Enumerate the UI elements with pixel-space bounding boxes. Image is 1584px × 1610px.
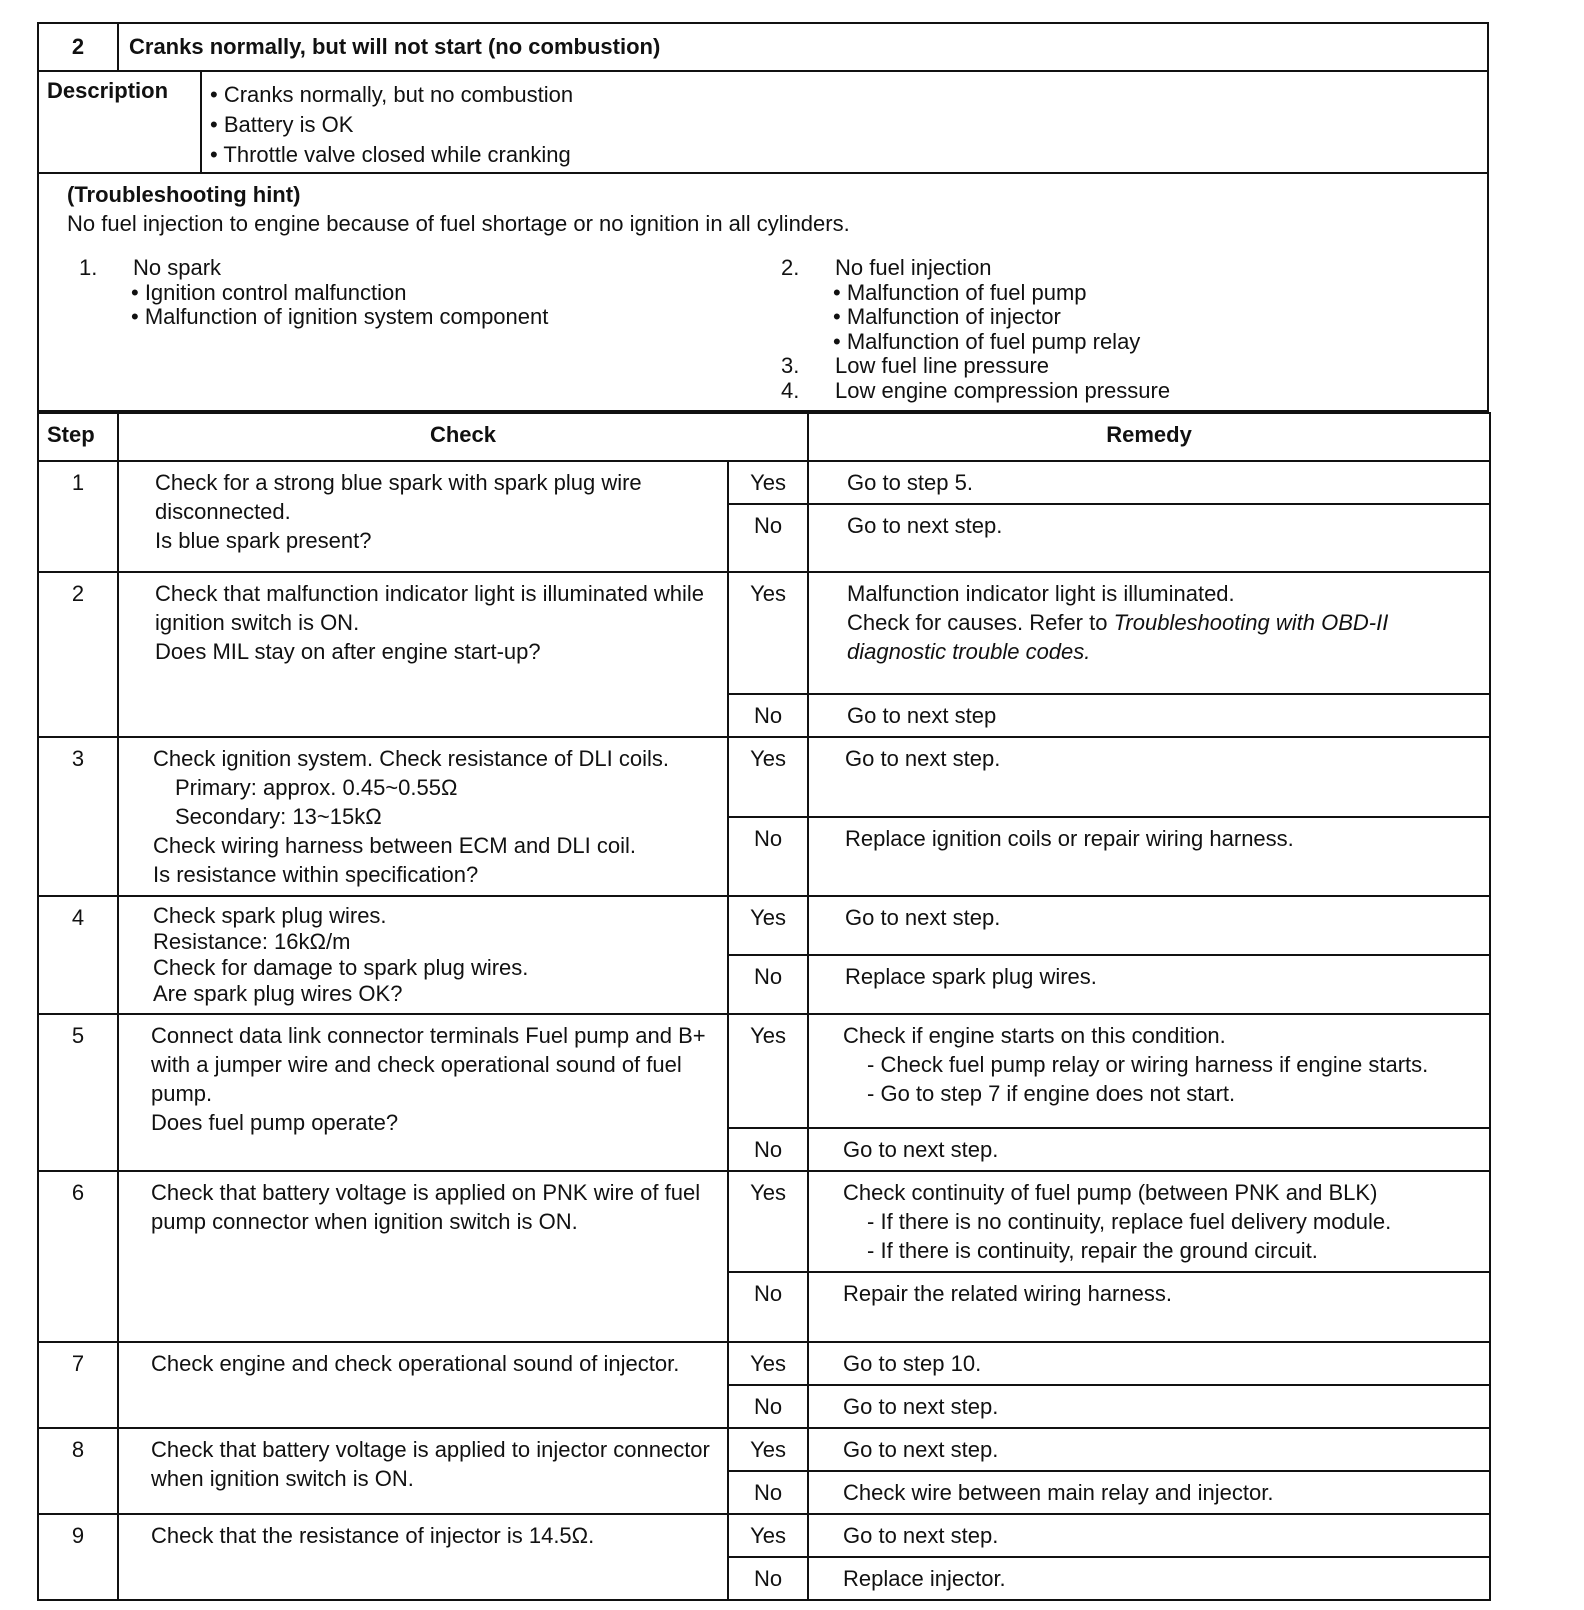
check-line: Check for a strong blue spark with spark plug wire disconnected.: [155, 470, 642, 524]
step-number: 9: [38, 1514, 118, 1600]
steps-table: [37, 412, 1491, 1601]
no-remedy: [808, 955, 1490, 1014]
step-check: [118, 1514, 728, 1600]
check-header: Check: [118, 413, 808, 461]
table-row: [38, 896, 1490, 955]
remedy-line: Check if engine starts on this condition.: [843, 1023, 1226, 1048]
hint-cause-no-spark: [79, 256, 548, 330]
remedy-line: Go to next step.: [843, 1394, 999, 1419]
step-number: 1: [38, 461, 118, 572]
table-row: [38, 1514, 1490, 1557]
remedy-line: Go to next step.: [845, 746, 1001, 771]
step-check: [118, 461, 728, 572]
hint-cause-number: 2.: [781, 255, 800, 280]
description-item: • Battery is OK: [210, 112, 354, 137]
no-label: No: [728, 1385, 808, 1428]
remedy-line: Replace ignition coils or repair wiring harness.: [845, 825, 1294, 851]
remedy-line: Go to next step.: [843, 1137, 999, 1162]
hint-cause-number: 1.: [79, 255, 98, 280]
no-label: No: [728, 1128, 808, 1171]
no-remedy: [808, 1272, 1490, 1342]
yes-label: Yes: [728, 1428, 808, 1471]
hint-text: No fuel injection to engine because of fuel shortage or no ignition in all cylinders.: [67, 211, 850, 236]
remedy-line: - Go to step 7 if engine does not start.: [867, 1081, 1236, 1106]
table-row: [38, 1014, 1490, 1128]
section-title: Cranks normally, but will not start (no combustion): [129, 34, 661, 59]
yes-remedy: [808, 1514, 1490, 1557]
step-number: 5: [38, 1014, 118, 1171]
yes-remedy: [808, 461, 1490, 504]
remedy-line: Go to step 10.: [843, 1351, 982, 1376]
step-check: [118, 1428, 728, 1514]
remedy-line: - If there is no continuity, replace fuel delivery module.: [867, 1209, 1392, 1234]
yes-remedy: [808, 737, 1490, 817]
hint-cause-number: 4.: [781, 377, 800, 403]
step-check: [118, 1342, 728, 1428]
check-line: Check ignition system. Check resistance of DLI coils.: [153, 746, 669, 771]
description-item: • Throttle valve closed while cranking: [210, 142, 571, 167]
hint-bullet: • Malfunction of ignition system component: [131, 304, 549, 329]
hint-cause-no-fuel: [781, 256, 1170, 403]
hint-bullet: • Ignition control malfunction: [131, 279, 407, 305]
troubleshooting-page: [37, 22, 1489, 1601]
step-number: 6: [38, 1171, 118, 1342]
description-list: [202, 72, 573, 172]
no-label: No: [728, 955, 808, 1014]
no-remedy: [808, 694, 1490, 737]
remedy-reference: Troubleshooting with OBD-II diagnostic trouble codes.: [847, 610, 1389, 664]
remedy-line: Malfunction indicator light is illuminated.: [847, 581, 1235, 606]
step-header: Step: [38, 413, 118, 461]
no-remedy: [808, 1471, 1490, 1514]
step-number: 7: [38, 1342, 118, 1428]
no-remedy: [808, 817, 1490, 897]
remedy-header: Remedy: [808, 413, 1490, 461]
no-label: No: [728, 694, 808, 737]
remedy-line: Go to next step.: [847, 513, 1003, 538]
yes-remedy: [808, 1014, 1490, 1128]
yes-label: Yes: [728, 896, 808, 955]
description-item: • Cranks normally, but no combustion: [210, 82, 574, 107]
check-line: Is resistance within specification?: [153, 862, 479, 887]
yes-label: Yes: [728, 461, 808, 504]
step-check: [118, 1171, 728, 1342]
yes-label: Yes: [728, 1171, 808, 1272]
no-label: No: [728, 1557, 808, 1600]
table-header-row: [38, 413, 1490, 461]
check-line: Does MIL stay on after engine start-up?: [155, 639, 541, 664]
section-title-row: [37, 22, 1489, 72]
yes-remedy: [808, 1171, 1490, 1272]
step-number: 8: [38, 1428, 118, 1514]
remedy-line: - Check fuel pump relay or wiring harness if engine starts.: [867, 1052, 1429, 1077]
hint-cause-label: No fuel injection: [835, 255, 992, 280]
hint-cause-number: 3.: [781, 353, 800, 378]
hint-title: (Troubleshooting hint): [67, 182, 301, 207]
step-check: [118, 737, 728, 896]
yes-remedy: [808, 1428, 1490, 1471]
yes-label: Yes: [728, 1014, 808, 1128]
no-remedy: [808, 504, 1490, 572]
no-label: No: [728, 1272, 808, 1342]
no-label: No: [728, 1471, 808, 1514]
table-row: [38, 737, 1490, 817]
step-number: 3: [38, 737, 118, 896]
description-row: [37, 72, 1489, 174]
hint-bullet: • Malfunction of fuel pump relay: [833, 328, 1141, 354]
description-label: Description: [39, 72, 202, 172]
no-remedy: [808, 1128, 1490, 1171]
no-remedy: [808, 1557, 1490, 1600]
table-row: [38, 1171, 1490, 1272]
remedy-line: Repair the related wiring harness.: [843, 1281, 1172, 1306]
remedy-line: - If there is continuity, repair the ground circuit.: [867, 1238, 1318, 1263]
table-row: [38, 461, 1490, 504]
yes-remedy: [808, 572, 1490, 694]
check-line: Are spark plug wires OK?: [153, 981, 403, 1006]
troubleshooting-hint: [37, 174, 1489, 412]
step-check: [118, 896, 728, 1014]
no-label: No: [728, 504, 808, 572]
remedy-line: Replace spark plug wires.: [845, 964, 1097, 989]
check-line: Check engine and check operational sound of injector.: [151, 1351, 680, 1376]
check-line: Is blue spark present?: [155, 528, 372, 553]
check-line: Does fuel pump operate?: [151, 1110, 399, 1135]
yes-remedy: [808, 896, 1490, 955]
yes-label: Yes: [728, 737, 808, 817]
remedy-line: Go to next step.: [843, 1523, 999, 1548]
remedy-line: Go to step 5.: [847, 470, 973, 495]
check-line: Connect data link connector terminals Fuel pump and B+ with a jumper wire and check operational sound of fuel pump.: [151, 1023, 706, 1106]
yes-label: Yes: [728, 1342, 808, 1385]
check-line: Check that battery voltage is applied on PNK wire of fuel pump connector when ignition switch is ON.: [151, 1180, 701, 1234]
check-line: Check for damage to spark plug wires.: [153, 955, 529, 980]
check-line: Resistance: 16kΩ/m: [153, 929, 351, 954]
hint-cause-label: No spark: [133, 255, 222, 280]
remedy-line: Replace injector.: [843, 1566, 1006, 1591]
hint-cause-label: Low engine compression pressure: [835, 377, 1171, 403]
no-remedy: [808, 1385, 1490, 1428]
remedy-line: Go to next step: [847, 703, 997, 728]
check-line: Check spark plug wires.: [153, 903, 387, 928]
table-row: [38, 1428, 1490, 1471]
check-line: Secondary: 13~15kΩ: [175, 804, 382, 829]
hint-cause-label: Low fuel line pressure: [835, 353, 1050, 378]
hint-bullet: • Malfunction of injector: [833, 304, 1061, 329]
remedy-line: Check wire between main relay and injector.: [843, 1480, 1274, 1505]
check-line: Check wiring harness between ECM and DLI coil.: [153, 833, 637, 858]
no-label: No: [728, 817, 808, 897]
step-number: 4: [38, 896, 118, 1014]
section-number: 2: [39, 24, 119, 70]
table-row: [38, 572, 1490, 694]
step-check: [118, 572, 728, 737]
yes-label: Yes: [728, 572, 808, 694]
step-number: 2: [38, 572, 118, 737]
table-row: [38, 1342, 1490, 1385]
remedy-line: Check continuity of fuel pump (between PNK and BLK): [843, 1180, 1378, 1205]
remedy-line: Go to next step.: [843, 1437, 999, 1462]
remedy-line: Go to next step.: [845, 905, 1001, 930]
check-line: Check that the resistance of injector is 14.5Ω.: [151, 1523, 595, 1548]
yes-label: Yes: [728, 1514, 808, 1557]
check-line: Check that malfunction indicator light is illuminated while ignition switch is ON.: [155, 581, 705, 635]
hint-bullet: • Malfunction of fuel pump: [833, 279, 1087, 305]
check-line: Primary: approx. 0.45~0.55Ω: [175, 775, 458, 800]
check-line: Check that battery voltage is applied to injector connector when ignition switch is ON.: [151, 1437, 710, 1491]
step-check: [118, 1014, 728, 1171]
remedy-line: Check for causes. Refer to: [847, 610, 1108, 635]
yes-remedy: [808, 1342, 1490, 1385]
